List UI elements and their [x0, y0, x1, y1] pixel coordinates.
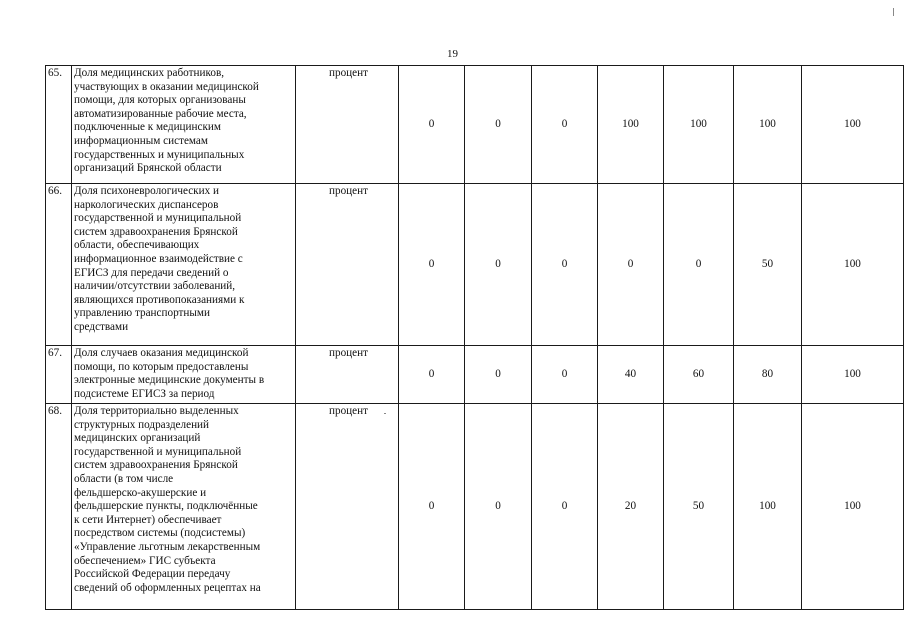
scan-speck [384, 413, 386, 414]
table-row [46, 404, 904, 610]
indicator-name: Доля случаев оказания медицинской помощи, по которым предоставлены электронные медицинские документы в подсистеме ЕГИСЗ за период [72, 346, 296, 404]
value-cell: 40 [598, 346, 664, 404]
value-cell: 0 [598, 184, 664, 346]
value-cell: 0 [399, 346, 465, 404]
value-cell: 0 [664, 184, 734, 346]
value-cell: 0 [532, 404, 598, 610]
value-cell: 100 [598, 66, 664, 184]
value-cell: 0 [399, 184, 465, 346]
indicator-name: Доля медицинских работников, участвующих в оказании медицинской помощи, для которых организованы автоматизированные рабочие места, подключенные к медицинским информационным системам государственных и муниципальных организаций Брянской области [72, 66, 296, 184]
value-cell: 100 [802, 184, 904, 346]
unit-cell: процент [296, 66, 399, 184]
unit-cell: процент [296, 184, 399, 346]
page-number: 19 [447, 48, 458, 60]
value-cell: 80 [734, 346, 802, 404]
value-cell: 100 [734, 404, 802, 610]
table-row [46, 184, 904, 346]
scan-speck [893, 8, 894, 16]
table-row [46, 66, 904, 184]
value-cell: 0 [465, 346, 532, 404]
value-cell: 0 [399, 66, 465, 184]
row-number: 68. [46, 404, 72, 610]
value-cell: 60 [664, 346, 734, 404]
unit-cell: процент [296, 404, 399, 610]
value-cell: 50 [734, 184, 802, 346]
value-cell: 100 [734, 66, 802, 184]
value-cell: 0 [532, 66, 598, 184]
value-cell: 100 [802, 404, 904, 610]
value-cell: 100 [664, 66, 734, 184]
table-row [46, 346, 904, 404]
value-cell: 0 [399, 404, 465, 610]
indicator-name: Доля психоневрологических и наркологических диспансеров государственной и муниципальной систем здравоохранения Брянской области, обеспечивающих информационное взаимодействие с ЕГИСЗ для передачи сведений о наличии/отсутствии заболеваний, являющихся противопоказаниями к управлению транспортными средствами [72, 184, 296, 346]
value-cell: 0 [532, 346, 598, 404]
value-cell: 0 [465, 66, 532, 184]
value-cell: 0 [532, 184, 598, 346]
value-cell: 0 [465, 184, 532, 346]
indicators-table [45, 65, 904, 610]
value-cell: 100 [802, 66, 904, 184]
unit-cell: процент [296, 346, 399, 404]
row-number: 65. [46, 66, 72, 184]
value-cell: 100 [802, 346, 904, 404]
row-number: 67. [46, 346, 72, 404]
row-number: 66. [46, 184, 72, 346]
value-cell: 50 [664, 404, 734, 610]
indicator-name: Доля территориально выделенных структурных подразделений медицинских организаций государственной и муниципальной систем здравоохранения Брянской области (в том числе фельдшерско-акушерские и фельдшерские пункты, подключённые к сети Интернет) обеспечивает посредством системы (подсистемы) «Управление льготным лекарственным обеспечением» ГИС субъекта Российской Федерации передачу сведений об оформленных рецептах на [72, 404, 296, 610]
value-cell: 0 [465, 404, 532, 610]
value-cell: 20 [598, 404, 664, 610]
